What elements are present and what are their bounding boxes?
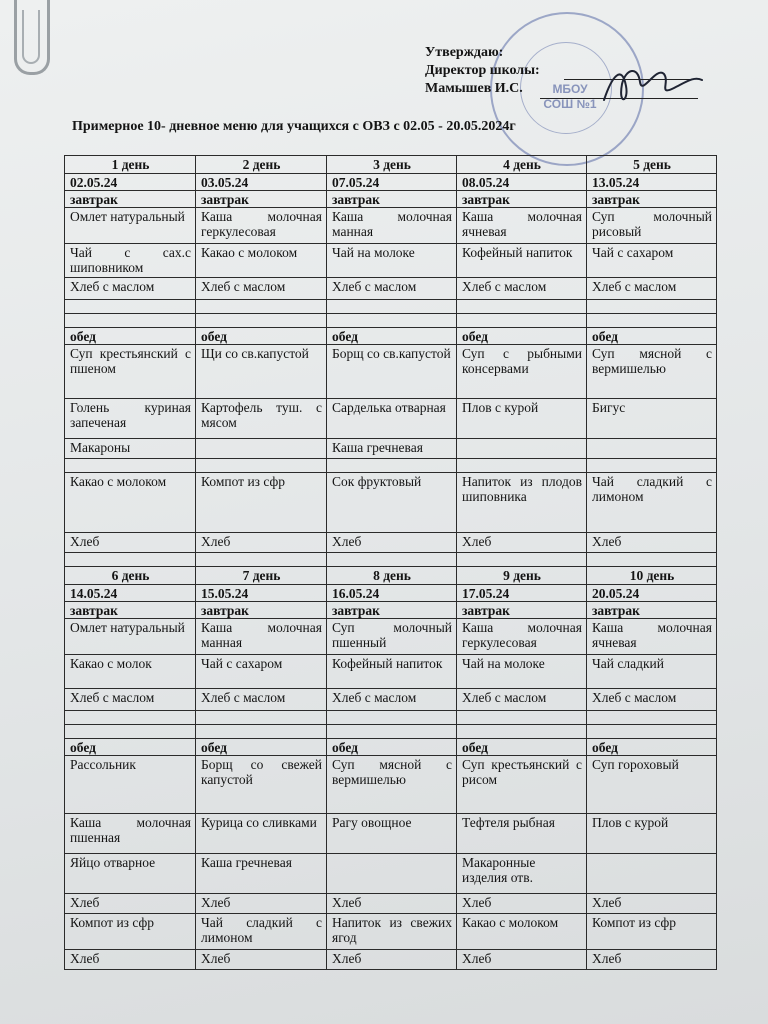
breakfast-item-cell: Хлеб с маслом bbox=[587, 278, 717, 300]
lunch-item-cell: Какао с молоком bbox=[457, 914, 587, 950]
empty-cell bbox=[327, 725, 457, 739]
lunch-item-cell: Каша гречневая bbox=[196, 854, 327, 894]
lunch-item-cell: Борщ со св.капустой bbox=[327, 345, 457, 399]
lunch-item-cell: Каша гречневая bbox=[327, 439, 457, 459]
breakfast-item-cell: Омлет натуральный bbox=[65, 619, 196, 655]
empty-cell bbox=[327, 314, 457, 328]
lunch-item-cell bbox=[587, 439, 717, 459]
lunch-item-cell: Хлеб bbox=[65, 950, 196, 970]
day-header-cell: 2 день bbox=[196, 156, 327, 174]
lunch-item-cell: Курица со сливками bbox=[196, 814, 327, 854]
date-cell: 20.05.24 bbox=[587, 585, 717, 602]
day-header-cell: 8 день bbox=[327, 567, 457, 585]
meal-label-cell: завтрак bbox=[587, 602, 717, 619]
date-row bbox=[65, 585, 717, 602]
lunch-item-cell bbox=[327, 459, 457, 473]
meal-label-cell: обед bbox=[327, 328, 457, 345]
lunch-item-cell: Щи со св.капустой bbox=[196, 345, 327, 399]
lunch-item-cell: Хлеб bbox=[327, 950, 457, 970]
breakfast-item-cell: Чай с сахаром bbox=[587, 244, 717, 278]
breakfast-item-cell: Чай с сахаром bbox=[196, 655, 327, 689]
lunch-item-cell: Борщ со свежей капустой bbox=[196, 756, 327, 814]
empty-cell bbox=[587, 553, 717, 567]
breakfast-item-cell: Хлеб с маслом bbox=[327, 689, 457, 711]
lunch-item-cell: Хлеб bbox=[587, 894, 717, 914]
empty-cell bbox=[327, 553, 457, 567]
lunch-item-row bbox=[65, 854, 717, 894]
empty-cell bbox=[457, 314, 587, 328]
breakfast-item-cell: Хлеб с маслом bbox=[327, 278, 457, 300]
lunch-item-cell: Напиток из свежих ягод bbox=[327, 914, 457, 950]
lunch-item-cell: Суп мясной с вермишелью bbox=[587, 345, 717, 399]
lunch-item-cell: Чай сладкий с лимоном bbox=[196, 914, 327, 950]
breakfast-item-cell: Каша молочная манная bbox=[196, 619, 327, 655]
lunch-item-row bbox=[65, 459, 717, 473]
empty-cell bbox=[587, 711, 717, 725]
empty-cell bbox=[196, 314, 327, 328]
day-header-cell: 9 день bbox=[457, 567, 587, 585]
empty-cell bbox=[587, 314, 717, 328]
lunch-item-row bbox=[65, 914, 717, 950]
breakfast-item-cell: Хлеб с маслом bbox=[457, 278, 587, 300]
lunch-item-row bbox=[65, 473, 717, 533]
lunch-item-cell bbox=[327, 854, 457, 894]
spacer-row bbox=[65, 553, 717, 567]
lunch-item-row bbox=[65, 894, 717, 914]
lunch-item-cell: Хлеб bbox=[196, 894, 327, 914]
breakfast-item-row bbox=[65, 619, 717, 655]
breakfast-item-cell: Каша молочная геркулесовая bbox=[196, 208, 327, 244]
lunch-item-cell: Хлеб bbox=[457, 533, 587, 553]
director-signature bbox=[598, 56, 708, 116]
breakfast-item-row bbox=[65, 655, 717, 689]
date-cell: 03.05.24 bbox=[196, 174, 327, 191]
date-row bbox=[65, 174, 717, 191]
lunch-item-row bbox=[65, 439, 717, 459]
lunch-item-cell bbox=[457, 459, 587, 473]
lunch-item-cell: Суп с рыбными консервами bbox=[457, 345, 587, 399]
lunch-item-cell: Суп крестьянский с пшеном bbox=[65, 345, 196, 399]
lunch-item-cell: Хлеб bbox=[65, 533, 196, 553]
breakfast-item-cell: Чай сладкий bbox=[587, 655, 717, 689]
meal-label-cell: обед bbox=[327, 739, 457, 756]
lunch-item-cell: Хлеб bbox=[196, 533, 327, 553]
approval-line-1: Утверждаю: bbox=[425, 45, 504, 60]
breakfast-item-cell: Хлеб с маслом bbox=[196, 689, 327, 711]
meal-label-cell: обед bbox=[457, 739, 587, 756]
breakfast-item-row bbox=[65, 244, 717, 278]
breakfast-item-row bbox=[65, 208, 717, 244]
lunch-item-cell: Рагу овощное bbox=[327, 814, 457, 854]
empty-cell bbox=[587, 300, 717, 314]
breakfast-item-cell: Какао с молок bbox=[65, 655, 196, 689]
lunch-item-cell: Компот из сфр bbox=[65, 914, 196, 950]
date-cell: 08.05.24 bbox=[457, 174, 587, 191]
breakfast-item-cell: Суп молочный рисовый bbox=[587, 208, 717, 244]
lunch-item-cell: Сарделька отварная bbox=[327, 399, 457, 439]
empty-cell bbox=[457, 300, 587, 314]
day-header-cell: 6 день bbox=[65, 567, 196, 585]
lunch-item-cell: Каша молочная пшенная bbox=[65, 814, 196, 854]
meal-label-cell: завтрак bbox=[327, 191, 457, 208]
breakfast-item-cell: Хлеб с маслом bbox=[196, 278, 327, 300]
date-cell: 02.05.24 bbox=[65, 174, 196, 191]
breakfast-item-cell: Хлеб с маслом bbox=[587, 689, 717, 711]
lunch-item-cell: Хлеб bbox=[196, 950, 327, 970]
empty-cell bbox=[327, 711, 457, 725]
lunch-item-cell: Картофель туш. с мясом bbox=[196, 399, 327, 439]
empty-cell bbox=[65, 725, 196, 739]
meal-label-cell: завтрак bbox=[196, 191, 327, 208]
meal-label-cell: завтрак bbox=[457, 602, 587, 619]
breakfast-item-cell: Каша молочная ячневая bbox=[587, 619, 717, 655]
day-header-cell: 5 день bbox=[587, 156, 717, 174]
lunch-item-cell: Компот из сфр bbox=[196, 473, 327, 533]
breakfast-item-cell: Кофейный напиток bbox=[457, 244, 587, 278]
spacer-row bbox=[65, 314, 717, 328]
breakfast-item-cell: Какао с молоком bbox=[196, 244, 327, 278]
lunch-item-cell: Чай сладкий с лимоном bbox=[587, 473, 717, 533]
date-cell: 07.05.24 bbox=[327, 174, 457, 191]
lunch-item-cell: Хлеб bbox=[327, 533, 457, 553]
meal-label-cell: обед bbox=[196, 739, 327, 756]
lunch-item-cell: Суп мясной с вермишелью bbox=[327, 756, 457, 814]
empty-cell bbox=[327, 300, 457, 314]
breakfast-item-cell: Хлеб с маслом bbox=[457, 689, 587, 711]
empty-cell bbox=[457, 553, 587, 567]
lunch-item-cell: Напиток из плодов шиповника bbox=[457, 473, 587, 533]
lunch-item-cell bbox=[196, 459, 327, 473]
stamp-text-line-2: СОШ №1 bbox=[543, 97, 597, 111]
breakfast-item-row bbox=[65, 278, 717, 300]
breakfast-item-cell: Каша молочная манная bbox=[327, 208, 457, 244]
page-title: Примерное 10- дневное меню для учащихся с ОВЗ с 02.05 - 20.05.2024г bbox=[72, 119, 516, 134]
lunch-item-cell: Яйцо отварное bbox=[65, 854, 196, 894]
meal-label-cell: завтрак bbox=[65, 602, 196, 619]
lunch-item-cell bbox=[196, 439, 327, 459]
breakfast-label-row bbox=[65, 191, 717, 208]
empty-cell bbox=[457, 711, 587, 725]
breakfast-item-cell: Чай с сах.с шиповником bbox=[65, 244, 196, 278]
day-header-cell: 3 день bbox=[327, 156, 457, 174]
lunch-item-cell: Тефтеля рыбная bbox=[457, 814, 587, 854]
meal-label-cell: обед bbox=[457, 328, 587, 345]
lunch-item-cell bbox=[587, 459, 717, 473]
empty-cell bbox=[587, 725, 717, 739]
lunch-item-cell: Хлеб bbox=[327, 894, 457, 914]
date-cell: 13.05.24 bbox=[587, 174, 717, 191]
lunch-item-row bbox=[65, 814, 717, 854]
breakfast-item-cell: Каша молочная ячневая bbox=[457, 208, 587, 244]
lunch-item-cell: Суп крестьянский с рисом bbox=[457, 756, 587, 814]
breakfast-item-cell: Чай на молоке bbox=[457, 655, 587, 689]
meal-label-cell: завтрак bbox=[457, 191, 587, 208]
date-cell: 15.05.24 bbox=[196, 585, 327, 602]
breakfast-item-cell: Чай на молоке bbox=[327, 244, 457, 278]
lunch-item-cell bbox=[65, 459, 196, 473]
spacer-row bbox=[65, 725, 717, 739]
lunch-item-cell: Бигус bbox=[587, 399, 717, 439]
meal-label-cell: завтрак bbox=[196, 602, 327, 619]
menu-table-body bbox=[65, 156, 717, 970]
lunch-item-cell: Рассольник bbox=[65, 756, 196, 814]
lunch-item-cell bbox=[457, 439, 587, 459]
breakfast-item-row bbox=[65, 689, 717, 711]
lunch-item-cell: Плов с курой bbox=[457, 399, 587, 439]
day-header-cell: 10 день bbox=[587, 567, 717, 585]
lunch-item-row bbox=[65, 399, 717, 439]
meal-label-cell: завтрак bbox=[587, 191, 717, 208]
approval-line-3: Мамышев И.С. bbox=[425, 81, 523, 96]
lunch-item-cell: Хлеб bbox=[457, 950, 587, 970]
empty-cell bbox=[196, 725, 327, 739]
lunch-item-cell: Макаронные изделия отв. bbox=[457, 854, 587, 894]
meal-label-cell: обед bbox=[65, 328, 196, 345]
lunch-item-cell: Суп гороховый bbox=[587, 756, 717, 814]
empty-cell bbox=[196, 553, 327, 567]
breakfast-item-cell: Суп молочный пшенный bbox=[327, 619, 457, 655]
meal-label-cell: обед bbox=[196, 328, 327, 345]
meal-label-cell: завтрак bbox=[65, 191, 196, 208]
meal-label-cell: обед bbox=[587, 328, 717, 345]
lunch-item-cell: Какао с молоком bbox=[65, 473, 196, 533]
lunch-item-row bbox=[65, 345, 717, 399]
lunch-item-cell: Голень куриная запеченая bbox=[65, 399, 196, 439]
breakfast-item-cell: Хлеб с маслом bbox=[65, 278, 196, 300]
lunch-item-row bbox=[65, 533, 717, 553]
spacer-row bbox=[65, 711, 717, 725]
breakfast-item-cell: Кофейный напиток bbox=[327, 655, 457, 689]
meal-label-cell: обед bbox=[65, 739, 196, 756]
day-header-cell: 7 день bbox=[196, 567, 327, 585]
empty-cell bbox=[196, 300, 327, 314]
lunch-item-cell: Компот из сфр bbox=[587, 914, 717, 950]
empty-cell bbox=[65, 711, 196, 725]
empty-cell bbox=[65, 314, 196, 328]
lunch-item-cell: Сок фруктовый bbox=[327, 473, 457, 533]
lunch-item-cell: Плов с курой bbox=[587, 814, 717, 854]
lunch-item-cell: Хлеб bbox=[457, 894, 587, 914]
lunch-label-row bbox=[65, 328, 717, 345]
stamp-text-line-1: МБОУ bbox=[552, 82, 588, 96]
lunch-item-row bbox=[65, 950, 717, 970]
lunch-item-cell: Хлеб bbox=[587, 533, 717, 553]
empty-cell bbox=[196, 711, 327, 725]
day-header-cell: 1 день bbox=[65, 156, 196, 174]
empty-cell bbox=[65, 553, 196, 567]
breakfast-label-row bbox=[65, 602, 717, 619]
day-header-cell: 4 день bbox=[457, 156, 587, 174]
breakfast-item-cell: Каша молочная геркулесовая bbox=[457, 619, 587, 655]
empty-cell bbox=[457, 725, 587, 739]
lunch-item-cell bbox=[587, 854, 717, 894]
menu-table bbox=[64, 155, 717, 970]
breakfast-item-cell: Хлеб с маслом bbox=[65, 689, 196, 711]
paper-clip-inner bbox=[22, 10, 40, 64]
day-header-row bbox=[65, 156, 717, 174]
approval-line-2: Директор школы: bbox=[425, 63, 540, 78]
lunch-item-cell: Макароны bbox=[65, 439, 196, 459]
meal-label-cell: обед bbox=[587, 739, 717, 756]
date-cell: 14.05.24 bbox=[65, 585, 196, 602]
meal-label-cell: завтрак bbox=[327, 602, 457, 619]
lunch-item-row bbox=[65, 756, 717, 814]
day-header-row bbox=[65, 567, 717, 585]
lunch-label-row bbox=[65, 739, 717, 756]
date-cell: 16.05.24 bbox=[327, 585, 457, 602]
lunch-item-cell: Хлеб bbox=[587, 950, 717, 970]
spacer-row bbox=[65, 300, 717, 314]
breakfast-item-cell: Омлет натуральный bbox=[65, 208, 196, 244]
lunch-item-cell: Хлеб bbox=[65, 894, 196, 914]
date-cell: 17.05.24 bbox=[457, 585, 587, 602]
empty-cell bbox=[65, 300, 196, 314]
